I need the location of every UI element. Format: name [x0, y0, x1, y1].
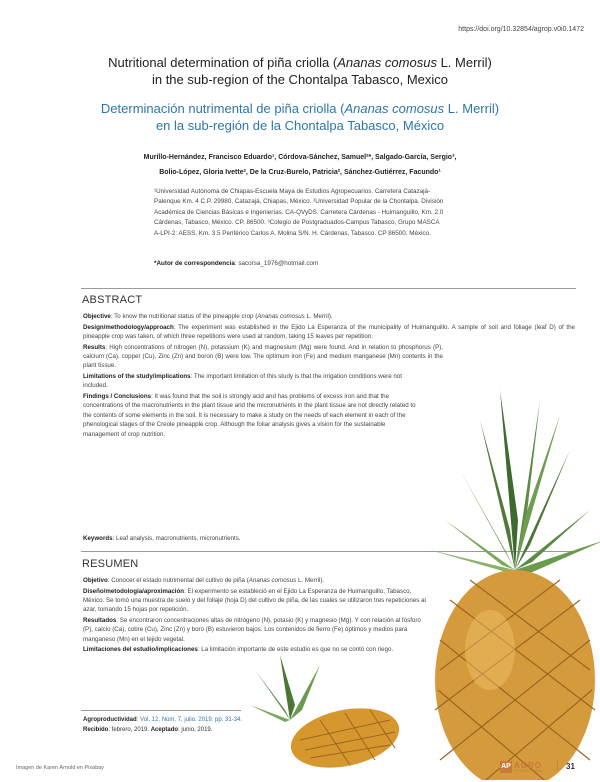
abstract-objective: Objective: To know the nutritional status of the pineapple crop (Ananas comosus L. Merril).	[83, 313, 333, 320]
abstract-results: Results: High concentrations of nitrogen (N), potassium (K) and magnesium (Mg) were found. And in relation to phosphorus (P), calcium (Ca), copper (Cu), Zinc (Zn) and boron (B) were low. The optimum iron (Fe) and medium manganese (Mn) contents in the plant tissue.	[83, 343, 443, 370]
doi-link[interactable]: https://doi.org/10.32854/agrop.v0i0.1472	[458, 26, 584, 33]
logo-mark: AP	[500, 761, 512, 773]
correspondence: *Autor de correspondencia: sacorsa_1976@hotmail.com	[154, 260, 319, 267]
resumen-body	[83, 576, 428, 656]
abstract-design: Design/methodology/approach: The experiment was established in the Ejido La Esperanza of the municipality of Huimanguillo. A sample of soil and foliage (leaf D) of the pineapple crop was taken, of which three repetitions were used at random, taking 15 leaves per repetition.	[83, 323, 575, 340]
abstract-heading: ABSTRACT	[82, 294, 143, 306]
resumen-resultados: Resultados: Se encontraron concentraciones altas de nitrógeno (N), potasio (K) y magnesio (Mg). Y con relación al fósforo (P), calcio (Ca), cobre (Cu), Zinc (Zn) y boro (B) estuvieron bajos. Los contenidos de fierro (Fe) óptimos y medios para manganeso (Mn) en el tejido vegetal.	[83, 617, 421, 643]
small-pineapple-crown	[250, 655, 320, 722]
abstract-findings: Findings / Conclusions: It was found that the soil is strongly acid and has problems of excess iron and that the concentrations of the macronutrients in the plant tissue and the micronutrients in the plant tissue are not directly related to the contents of some elements in the soil. It is necessary to make a study on the needs of each element in each of the phenological stages of the Creole pineapple crop. Although the foliar analysis gives a vision for the sustainable management of crop nutrition.	[83, 393, 416, 438]
abstract-limitations: Limitations of the study/implications: The important limitation of this study is that the irrigation conditions were not included.	[83, 373, 403, 390]
title-spanish: Determinación nutrimental de piña criolla (Ananas comosus L. Merril) en la sub-región de la Chontalpa Tabasco, México	[100, 101, 500, 133]
page-number: 31	[566, 762, 575, 771]
pineapple-image-large	[420, 380, 600, 780]
title-english: Nutritional determination of piña criolla (Ananas comosus L. Merril) in the sub-region of the Chontalpa Tabasco, Mexico	[108, 55, 492, 87]
pineapple-image-small	[250, 650, 400, 770]
journal-logo	[500, 761, 550, 773]
resumen-diseno: Diseño/metodología/aproximación: El experimento se estableció en el Ejido La Esperanza de Huimanguillo, Tabasco, México. Se tomó una muestra de suelo y del follaje (hoja D) del cultivo de piña, de las cuales se utilizaron tres repeticiones al azar, tomando 15 hojas por repetición.	[83, 587, 426, 614]
resumen-objetivo: Objetivo: Conocer el estado nutrimental del cultivo de piña (Ananas comosus L. Merril).	[83, 577, 325, 584]
resumen-limitaciones: Limitaciones del estudio/implicaciones: La limitación importante de este estudio es que no se contó con riego.	[83, 646, 394, 654]
footer-separator: |	[556, 760, 559, 771]
author-list: Murillo-Hernández, Francisco Eduardo¹, Córdova-Sánchez, Samuel²*, Salgado-García, Sergio³, Bolio-López, Gloria Ivette², De la Cruz-Burelo, Patricia², Sánchez-Gutiérrez, Facundo¹	[143, 154, 457, 176]
resumen-heading: RESUMEN	[82, 558, 139, 570]
affiliations: ¹Universidad Autónoma de Chiapas-Escuela Maya de Estudios Agropecuarios. Carretera Catazajá-Palenque Km. 4 C.P. 29980, Catazajá, Chiapas, México. ²Universidad Popular de la Chontalpa. División Académica de Ciencias Básicas e Ingenierías. CA-QVyDS. Carretera Cárdenas - Huimanguillo, Km. 2.0 Cárdenas, Tabasco, México. CP. 86500. ³Colegio de Postgraduados-Campus Tabasco, Grupo MASCA A-LPI-2: AESS. Km. 3.5 Periférico Carlos A. Molina S/N. H. Cárdenas, Tabasco. CP 86500. México.	[154, 188, 444, 237]
image-credit: Imagen de Karen Arnold en Pixabay	[16, 765, 105, 771]
pineapple-body	[435, 570, 595, 780]
pineapple-crown	[430, 390, 600, 574]
logo-subtext: PRODUCTIVIDAD	[514, 769, 543, 773]
divider-abstract	[81, 288, 576, 289]
divider-journal	[81, 710, 241, 711]
keywords: Keywords: Leaf analysis, macronutrients, micronutrients.	[83, 535, 241, 542]
logo-text: AGRO	[514, 761, 542, 770]
journal-info: Agroproductividad: Vol. 12, Núm. 7, julio. 2019. pp: 31-34. Recibido: febrero, 2019. Aceptado: junio, 2019.	[83, 717, 243, 733]
